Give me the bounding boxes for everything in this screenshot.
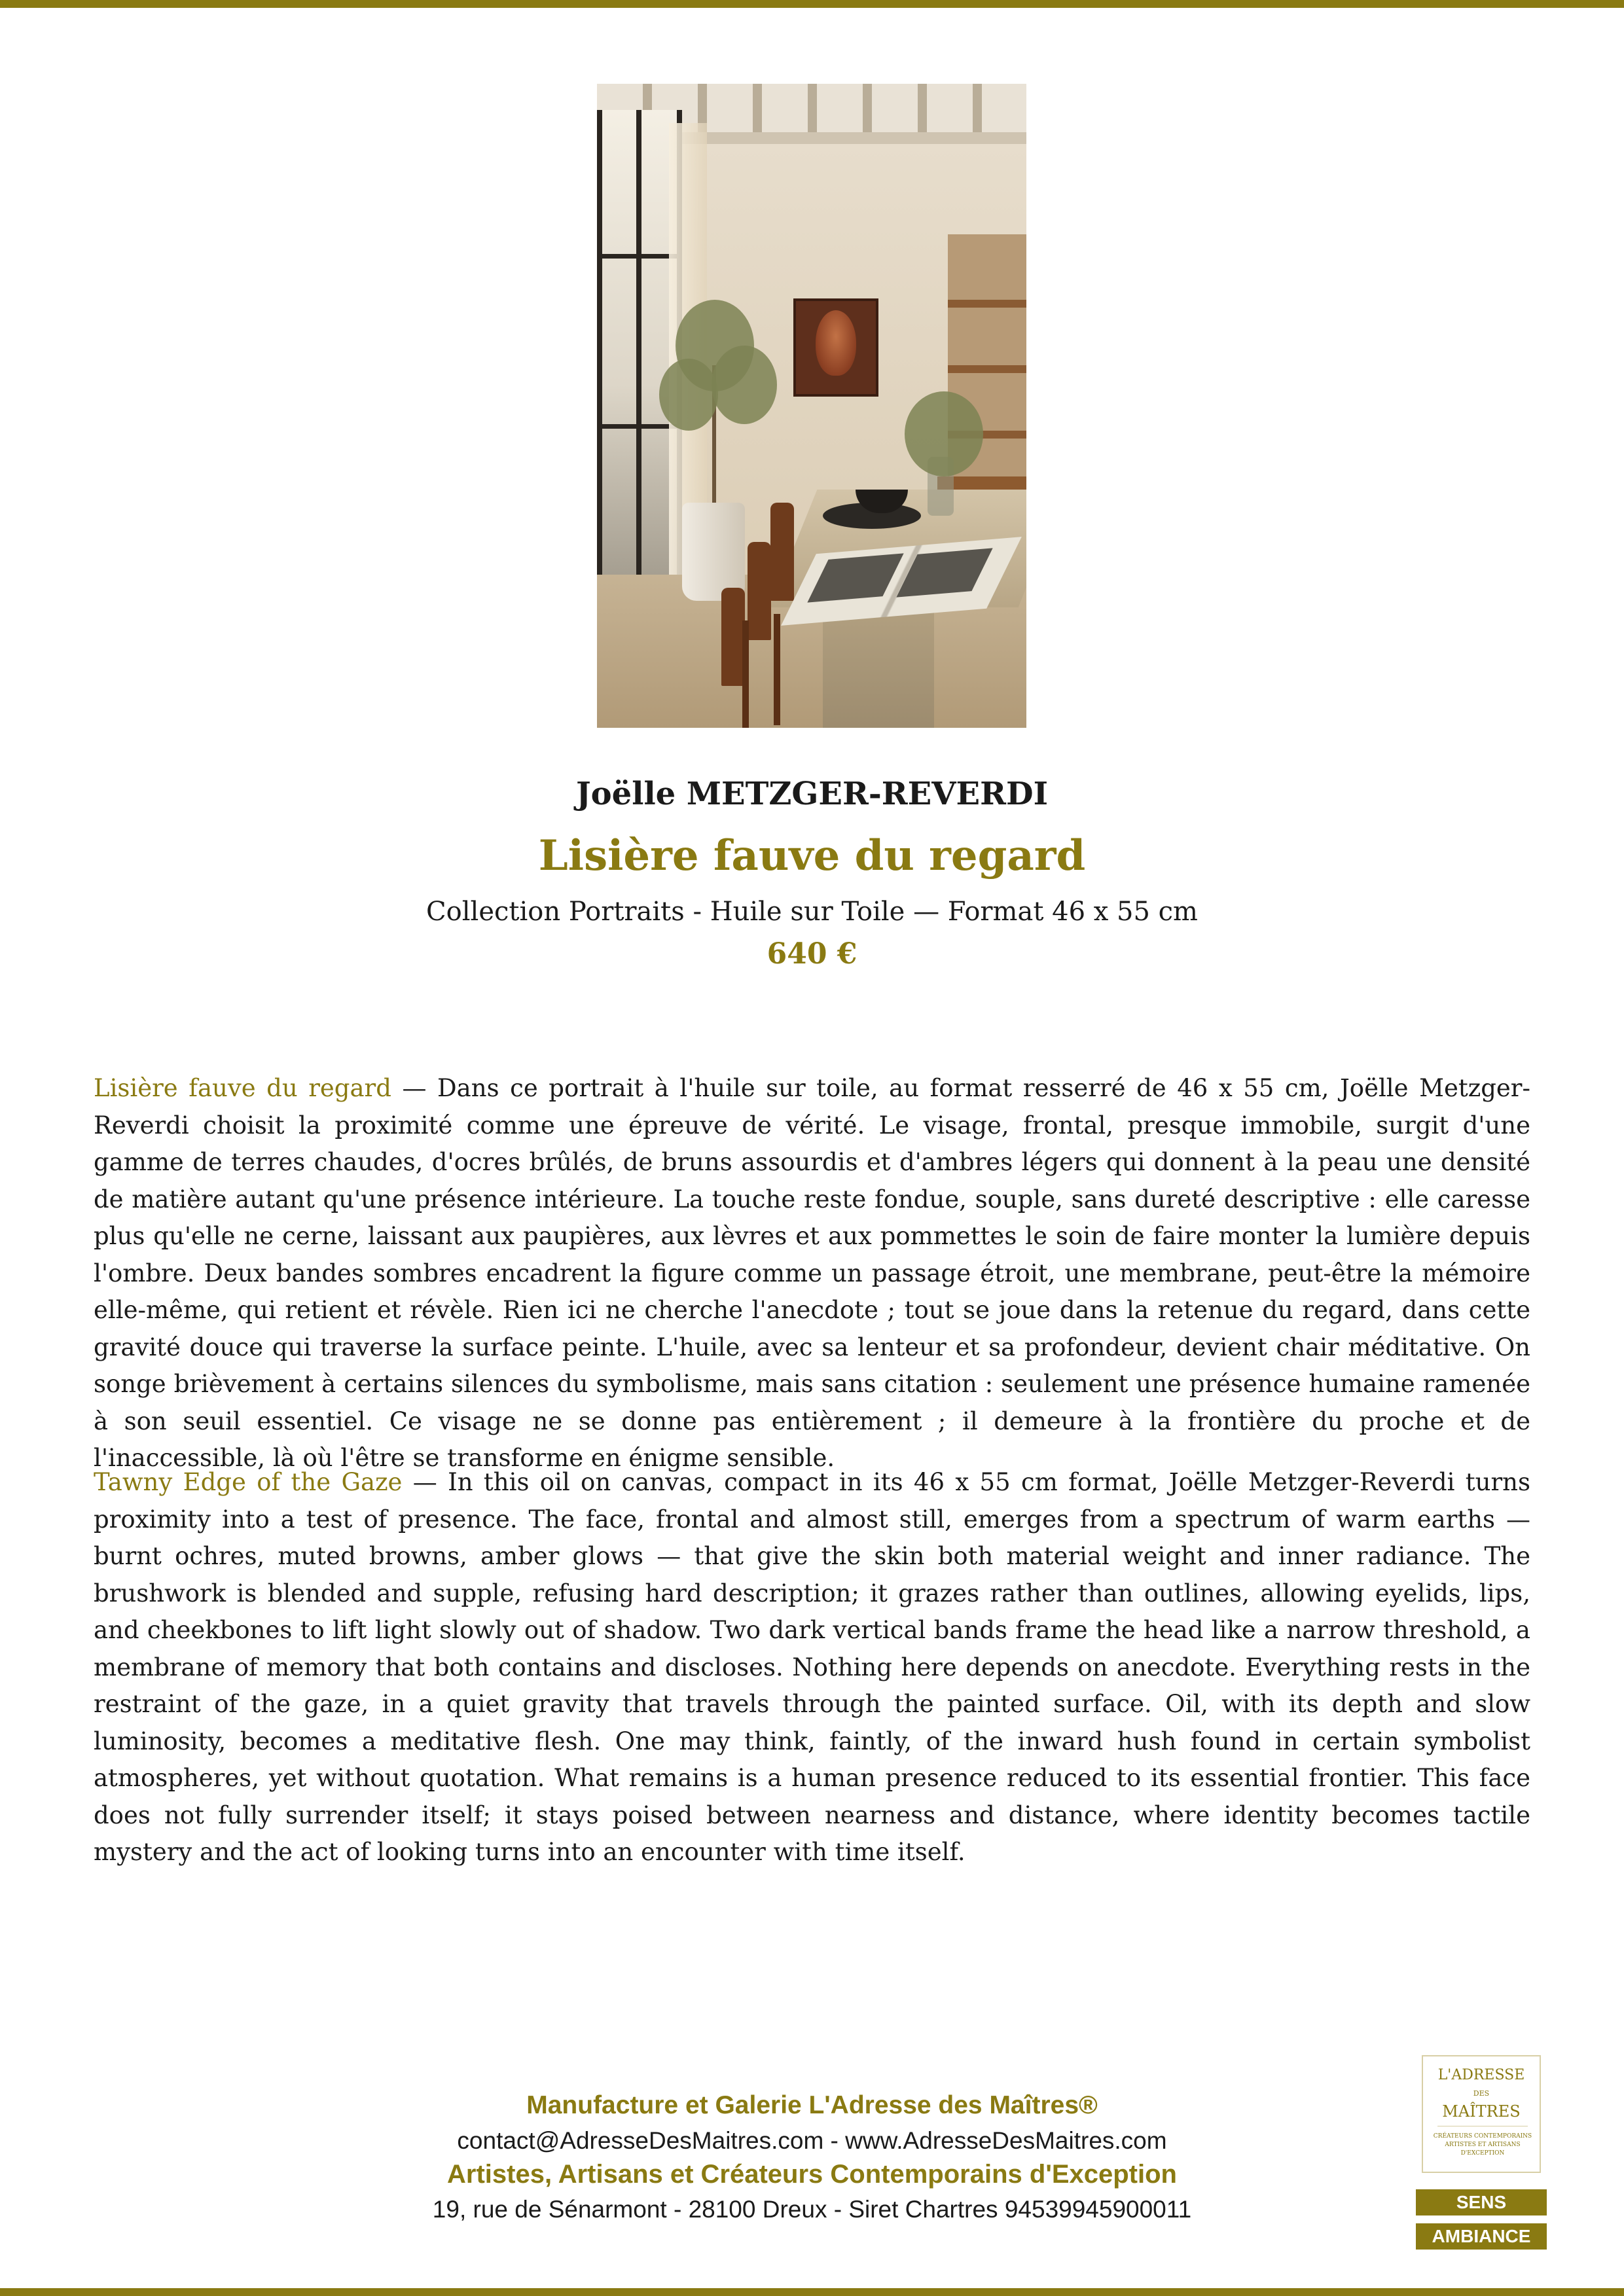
artist-name: Joëlle METZGER-REVERDI <box>575 776 1049 812</box>
logo-line-2: DES <box>1473 2089 1490 2098</box>
artwork-details: Collection Portraits - Huile sur Toile — Format 46 x 55 cm <box>426 897 1198 927</box>
logo-line-4: CRÉATEURS CONTEMPORAINS ARTISTES ET ARTISANS D'EXCEPTION <box>1433 2133 1532 2157</box>
artwork-price: 640 € <box>767 937 857 971</box>
footer-company: Manufacture et Galerie L'Adresse des Maîtres® <box>526 2091 1098 2119</box>
footer-contact[interactable]: contact@AdresseDesMaitres.com - www.AdresseDesMaitres.com <box>457 2127 1167 2154</box>
artwork-title: Lisière fauve du regard <box>538 831 1086 880</box>
description-english <box>94 1464 1530 1871</box>
footer-tagline: Artistes, Artisans et Créateurs Contemporains d'Exception <box>447 2160 1177 2189</box>
ambiance-badge: AMBIANCE <box>1416 2223 1547 2250</box>
description-french-text: — Dans ce portrait à l'huile sur toile, au format resserré de 46 x 55 cm, Joëlle Metzger-Reverdi choisit la proximité comme une épreuve de vérité. Le visage, frontal, presque immobile, surgit d'une gamme de terres chaudes, d'ocres brûlés, de bruns assourdis et d'ambres légers qui donnent à la peau une densité de matière autant qu'une présence intérieure. La touche reste fondue, souple, sans dureté descriptive : elle caresse plus qu'elle ne cerne, laissant aux paupières, aux lèvres et aux pommettes le soin de faire monter la lumière depuis l'ombre. Deux bandes sombres encadrent la figure comme un passage étroit, une membrane, peut-être la mémoire elle-même, qui retient et révèle. Rien ici ne cherche l'anecdote ; tout se joue dans la retenue du regard, dans cette gravité douce qui traverse la surface peinte. L'huile, avec sa lenteur et sa profondeur, devient chair méditative. On songe brièvement à certains silences du symbolisme, mais sans citation : seulement une présence humaine ramenée à son seuil essentiel. Ce visage ne se donne pas entièrement ; il demeure à la frontière du proche et de l'inaccessible, là où l'être se transforme en énigme sensible. <box>94 1074 1530 1472</box>
footer-address: 19, rue de Sénarmont - 28100 Dreux - Siret Chartres 94539945900011 <box>432 2196 1192 2223</box>
logo-line-3: MAÎTRES <box>1442 2102 1521 2121</box>
description-french-lead: Lisière fauve du regard <box>94 1074 391 1102</box>
logo-line-1: L'ADRESSE <box>1437 2067 1525 2083</box>
top-border-rule <box>0 0 1624 8</box>
artwork-interior-photo <box>597 84 1026 728</box>
description-english-lead: Tawny Edge of the Gaze <box>94 1468 403 1496</box>
description-english-text: — In this oil on canvas, compact in its 46 x 55 cm format, Joëlle Metzger-Reverdi turns proximity into a test of presence. The face, frontal and almost still, emerges from a spectrum of warm earths — burnt ochres, muted browns, amber glows — that give the skin both material weight and inner radiance. The brushwork is blended and supple, refusing hard description; it grazes rather than outlines, allowing eyelids, lips, and cheekbones to lift light slowly out of shadow. Two dark vertical bands frame the head like a narrow threshold, a membrane of memory that both contains and discloses. Nothing here depends on anecdote. Everything rests in the restraint of the gaze, in a quiet gravity that travels through the painted surface. Oil, with its depth and slow luminosity, becomes a meditative flesh. One may think, faintly, of the inward hush found in certain symbolist atmospheres, yet without quotation. What remains is a human presence reduced to its essential frontier. This face does not fully surrender itself; it stays poised between nearness and distance, where identity becomes tactile mystery and the act of looking turns into an encounter with time itself. <box>94 1468 1530 1866</box>
gallery-logo <box>1422 2055 1541 2173</box>
description-french <box>94 1070 1530 1477</box>
bottom-border-rule <box>0 2288 1624 2296</box>
sens-badge: SENS <box>1416 2189 1547 2215</box>
